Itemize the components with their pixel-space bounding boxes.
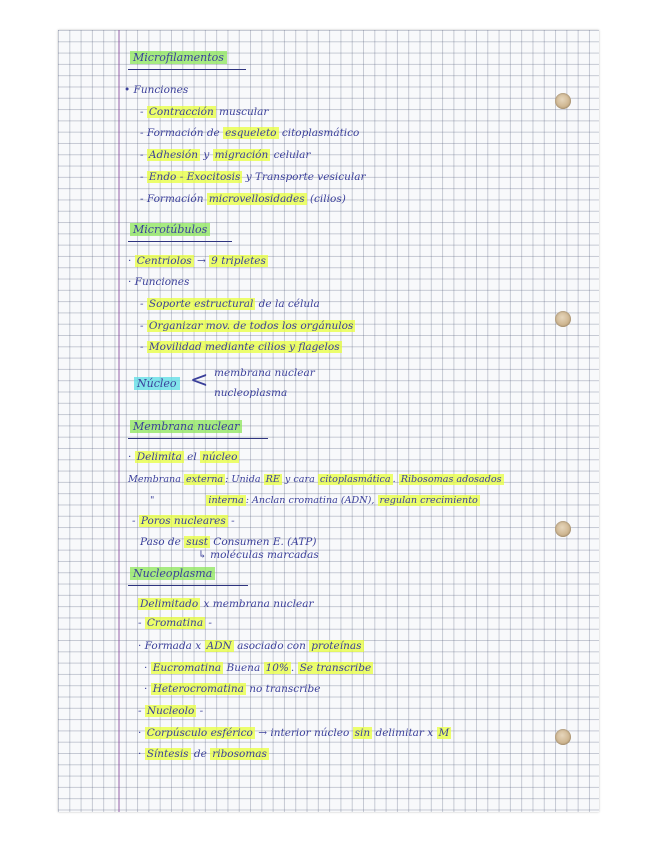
highlighted-text: ADN <box>206 640 232 652</box>
notebook-sheet <box>58 30 599 812</box>
note-text: citoplasmático <box>278 127 360 139</box>
highlighted-text: 9 tripletes <box>211 255 266 267</box>
heading-text: Nucleoplasma <box>130 567 215 580</box>
note-text: de <box>190 748 211 760</box>
note-line <box>138 705 203 718</box>
heading-underline <box>128 241 232 242</box>
note-text: . <box>290 662 298 674</box>
note-text: : Anclan cromatina (ADN), <box>245 495 378 506</box>
heading-text: Microfilamentos <box>130 51 227 64</box>
heading-text: Microtúbulos <box>130 223 210 236</box>
highlighted-text: Síntesis <box>146 748 189 760</box>
highlighted-text: Ribosomas adosados <box>400 474 502 485</box>
highlighted-text: migración <box>214 149 269 161</box>
highlighted-text: Eucromatina <box>152 662 222 674</box>
heading-underline <box>128 585 248 586</box>
note-text: - <box>140 106 147 118</box>
note-line <box>140 536 316 549</box>
highlighted-text: RE <box>265 474 280 485</box>
note-line <box>140 127 359 140</box>
note-text: - <box>140 341 147 353</box>
highlighted-text: ribosomas <box>212 748 267 760</box>
note-text: - <box>138 705 145 717</box>
note-text: (cilios) <box>306 193 346 205</box>
note-text: delimitar x <box>372 727 437 739</box>
highlighted-text: Contracción <box>148 106 214 118</box>
note-line <box>140 298 320 311</box>
note-text: · <box>128 451 135 463</box>
note-text: - <box>227 515 235 527</box>
note-line <box>140 320 355 333</box>
note-text: - <box>140 298 147 310</box>
note-text: ↳ moléculas marcadas <box>198 549 319 561</box>
highlighted-text: Organizar mov. de todos los orgánulos <box>148 320 354 332</box>
note-line <box>128 276 189 289</box>
note-text: → interior núcleo <box>254 727 353 739</box>
note-line <box>214 387 287 400</box>
brace-icon: < <box>190 368 209 393</box>
note-text: · <box>138 727 145 739</box>
highlighted-text: Movilidad mediante cilios y flagelos <box>148 341 340 353</box>
note-text: x membrana nuclear <box>200 598 314 610</box>
heading-underline <box>128 69 246 70</box>
highlighted-text: externa <box>186 474 224 485</box>
note-text: asociado con <box>233 640 310 652</box>
note-line <box>124 84 188 97</box>
note-text: y Transporte vesicular <box>242 171 366 183</box>
highlighted-text: citoplasmática <box>319 474 391 485</box>
note-line <box>140 171 365 184</box>
heading-microtubulos <box>130 223 210 236</box>
note-line <box>214 367 315 380</box>
note-text: · Funciones <box>128 276 190 288</box>
note-text: · Formada x <box>138 640 205 652</box>
note-text: - Formación de <box>140 127 224 139</box>
note-text: - <box>132 515 139 527</box>
highlighted-text: M <box>438 727 450 739</box>
note-text: · <box>128 255 135 267</box>
note-text: Buena <box>223 662 264 674</box>
note-text: • Funciones <box>124 84 189 96</box>
highlighted-text: Delimitado <box>140 598 199 610</box>
note-text: - <box>205 617 212 629</box>
note-text: de la célula <box>255 298 320 310</box>
note-text: celular <box>270 149 311 161</box>
heading-microfilamentos <box>130 51 227 64</box>
punch-hole <box>555 311 571 327</box>
highlighted-text: Se transcribe <box>299 662 372 674</box>
heading-underline <box>128 438 268 439</box>
note-text: - <box>140 171 147 183</box>
highlighted-text: microvellosidades <box>208 193 305 205</box>
heading-membrana-nuclear <box>130 420 242 433</box>
note-text: → <box>193 255 210 267</box>
highlighted-text: 10% <box>265 662 289 674</box>
punch-hole <box>555 729 571 745</box>
note-text: - <box>196 705 204 717</box>
note-text: y <box>200 149 213 161</box>
heading-nucleoplasma <box>130 567 215 580</box>
highlighted-text: proteínas <box>311 640 362 652</box>
note-line <box>144 683 320 696</box>
note-line <box>138 617 212 630</box>
note-text: y cara <box>281 474 318 485</box>
note-line <box>138 748 269 761</box>
note-text: Paso de <box>140 536 185 548</box>
margin-line <box>118 30 120 812</box>
highlighted-text: Poros nucleares <box>140 515 226 527</box>
note-line <box>128 255 268 268</box>
note-text: · <box>138 748 145 760</box>
note-line <box>128 451 239 464</box>
highlighted-text: Soporte estructural <box>148 298 254 310</box>
note-line <box>140 341 342 354</box>
note-line <box>140 149 310 162</box>
highlighted-text: Núcleo <box>134 377 180 390</box>
note-text: muscular <box>215 106 269 118</box>
highlighted-text: Cromatina <box>146 617 204 629</box>
note-line <box>138 598 314 611</box>
highlighted-text: Delimita <box>136 451 182 463</box>
note-text: : Unida <box>225 474 264 485</box>
heading-text: Membrana nuclear <box>130 420 242 433</box>
highlighted-text: Corpúsculo esférico <box>146 727 253 739</box>
highlighted-text: Endo - Exocitosis <box>148 171 241 183</box>
highlighted-text: sust <box>186 536 208 548</box>
note-line <box>128 473 504 486</box>
note-text: · <box>144 662 151 674</box>
note-line <box>138 640 364 653</box>
note-text: - <box>140 320 147 332</box>
note-line <box>132 515 235 528</box>
note-line <box>138 727 451 740</box>
nucleo-label <box>134 377 180 390</box>
note-line <box>198 549 319 562</box>
highlighted-text: Heterocromatina <box>152 683 244 695</box>
note-line <box>140 106 268 119</box>
note-text: nucleoplasma <box>214 387 288 399</box>
highlighted-text: Centriolos <box>136 255 192 267</box>
note-text: Consumen E. (ATP) <box>209 536 317 548</box>
highlighted-text: esqueleto <box>225 127 277 139</box>
punch-hole <box>555 521 571 537</box>
highlighted-text: regulan crecimiento <box>379 495 478 506</box>
note-text: - <box>138 617 145 629</box>
note-line <box>150 494 480 507</box>
highlighted-text: interna <box>208 495 244 506</box>
highlighted-text: Nucleolo <box>146 705 195 717</box>
punch-hole <box>555 93 571 109</box>
highlighted-text: núcleo <box>202 451 238 463</box>
note-text: - <box>140 149 147 161</box>
note-text: · <box>144 683 151 695</box>
highlighted-text: Adhesión <box>148 149 199 161</box>
note-text: Membrana <box>128 474 184 485</box>
note-text: " <box>150 495 155 506</box>
note-text: el <box>183 451 201 463</box>
note-text: no transcribe <box>245 683 321 695</box>
note-text: . <box>392 474 399 485</box>
note-text: membrana nuclear <box>214 367 315 379</box>
note-line <box>140 193 346 206</box>
note-text: - Formación <box>140 193 207 205</box>
note-line <box>144 662 373 675</box>
highlighted-text: sin <box>354 727 371 739</box>
